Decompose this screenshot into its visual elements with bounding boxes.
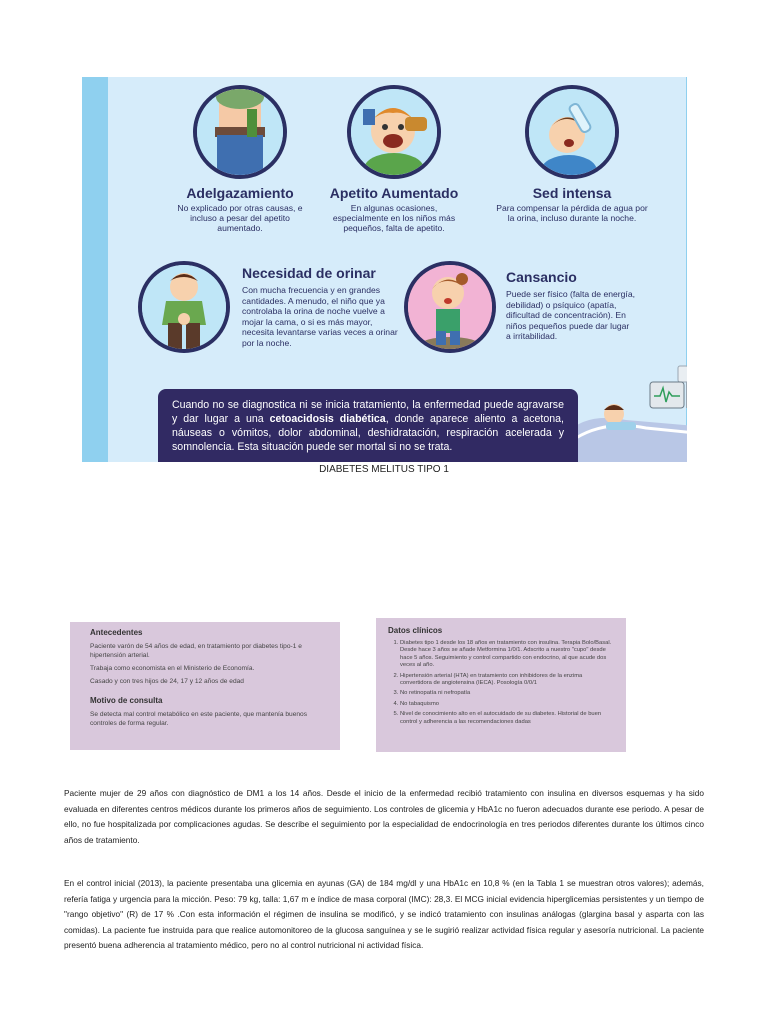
hospital-bed-illustration (566, 364, 687, 462)
card-heading: Antecedentes (90, 628, 143, 637)
case-paragraph-2: En el control inicial (2013), la paciente presentaba una glicemia en ayunas (GA) de 184 mg/dl y una HbA1c en 10,8 % (en la Tabla 1 se muestran otros valores); además, refería fatiga y urgencia para la micción. Peso: 79 kg, talla: 1,67 m e índice de masa corporal (IMC): 28,3. El MCG inicial evidencia hiperglicemias persistentes y un tiempo de "rango objetivo" (R) de 17 % .Con esta información el régimen de insulina se modificó, y se indicó tratamiento con insulinas análogas (glargina basal y asparta con las comidas). La paciente fue instruida para que realice automonitoreo de la glucosa sanguínea y se le sugirió realizar actividad física regular y asesoría nutricional. La paciente presentó buena adherencia al tratamiento médico, pero no al control nutricional ni actividad física. (64, 878, 704, 950)
symptom-text: En algunas ocasiones, especialmente en los niños más pequeños, falta de apetito. (332, 203, 456, 233)
symptom-title: Sed intensa (532, 185, 612, 201)
alert-text-start: Cuando no se diagnostica ni se inicia tratamiento, la enfermedad puede agravarse y dar lugar a una (172, 399, 564, 425)
symptom-intense-thirst (486, 85, 658, 223)
ketoacidosis-alert (158, 389, 578, 462)
child-eating-icon (347, 85, 441, 179)
case-paragraph-1: Paciente mujer de 29 años con diagnóstico de DM1 a los 14 años. Desde el inicio de la enfermedad recibió tratamiento con insulina en diversos esquemas y ha sido evaluada en diferentes centros médicos durante los primeros años de seguimiento. Los controles de glicemia y HbA1c no fueron adecuados durante ese periodo. A pesar de ello, no fue hospitalizada por complicaciones agudas. Se describe el seguimiento por la especialidad de endocrinología en tres periodos diferentes durante los últimos cinco años de tratamiento. (64, 788, 704, 845)
infographic-caption: DIABETES MELITUS TIPO 1 (319, 464, 449, 475)
symptom-increased-appetite (312, 85, 476, 233)
symptom-text: Con mucha frecuencia y en grandes cantidades. A menudo, el niño que ya controlaba la orina de noche vuelve a mojar la cama, o si es más mayor, necesita levantarse varias veces a orinar por la noche. (242, 285, 398, 348)
list-item: 1. Diabetes tipo 1 desde los 18 años en tratamiento con insulina. Terapia Bolo/Basal. Desde hace 3 años se añade Metformina 1/0/1. Adscrito a nuestro "cupo" desde hace 5 años. Seguimiento y control compartido con endocrino, al que acude dos veces al año. (400, 640, 614, 670)
list-item: 5. Nivel de conocimiento alto en el autocuidado de su diabetes. Historial de buen control y adherencia a las recomendaciones dadas (400, 711, 614, 726)
card-text: Casado y con tres hijos de 24, 17 y 12 años de edad (90, 678, 244, 685)
card-text: Trabaja como economista en el Ministerio de Economía. (90, 665, 255, 672)
diabetes-symptoms-infographic (82, 77, 687, 462)
symptom-title: Apetito Aumentado (329, 185, 459, 201)
background-card (70, 622, 340, 750)
list-item: 2. Hipertensión arterial (HTA) en tratamiento con inhibidores de la enzima convertidora de angiotensina (IECA). Posología 0/0/1 (400, 673, 614, 688)
symptom-text: No explicado por otras causas, e incluso a pesar del apetito aumentado. (177, 203, 303, 233)
symptom-title: Adelgazamiento (186, 185, 294, 201)
infographic-panel (108, 77, 686, 462)
waist-measure-icon (193, 85, 287, 179)
card-text: Paciente varón de 54 años de edad, en tratamiento por diabetes tipo-1 e hipertensión arterial. (90, 643, 302, 659)
list-item: 4. No tabaquismo (400, 701, 614, 708)
alert-highlight: cetoacidosis diabética (269, 413, 386, 425)
card-heading: Datos clínicos (388, 626, 443, 635)
clinical-data-card (376, 618, 626, 752)
card-text: Se detecta mal control metabólico en este paciente, que mantenía buenos controles de forma regular. (90, 711, 308, 727)
symptom-text: Para compensar la pérdida de agua por la orina, incluso durante la noche. (496, 203, 648, 223)
list-item: 3. No retinopatía ni nefropatía (400, 690, 614, 697)
child-urgency-icon (138, 261, 230, 353)
alert-text (158, 389, 578, 462)
alert-text-end: , donde aparece aliento a acetona, náuseas o vómitos, dolor abdominal, deshidratación, respiración acelerada y somnolencia. Esta situación puede ser mortal si no se trata. (172, 413, 564, 453)
clinical-data-list (388, 640, 614, 726)
symptom-weight-loss (160, 85, 320, 233)
tired-child-icon (404, 261, 496, 353)
child-drinking-icon (525, 85, 619, 179)
symptom-title: Cansancio (506, 269, 577, 285)
symptom-tiredness (404, 259, 686, 369)
card-heading: Motivo de consulta (90, 696, 163, 705)
symptom-urination (138, 259, 438, 369)
symptom-title: Necesidad de orinar (242, 265, 376, 281)
symptom-text: Puede ser físico (falta de energía, debilidad) o psíquico (apatía, dificultad de concentración). En niños pequeños puede dar lugar a irritabilidad. (506, 289, 635, 342)
